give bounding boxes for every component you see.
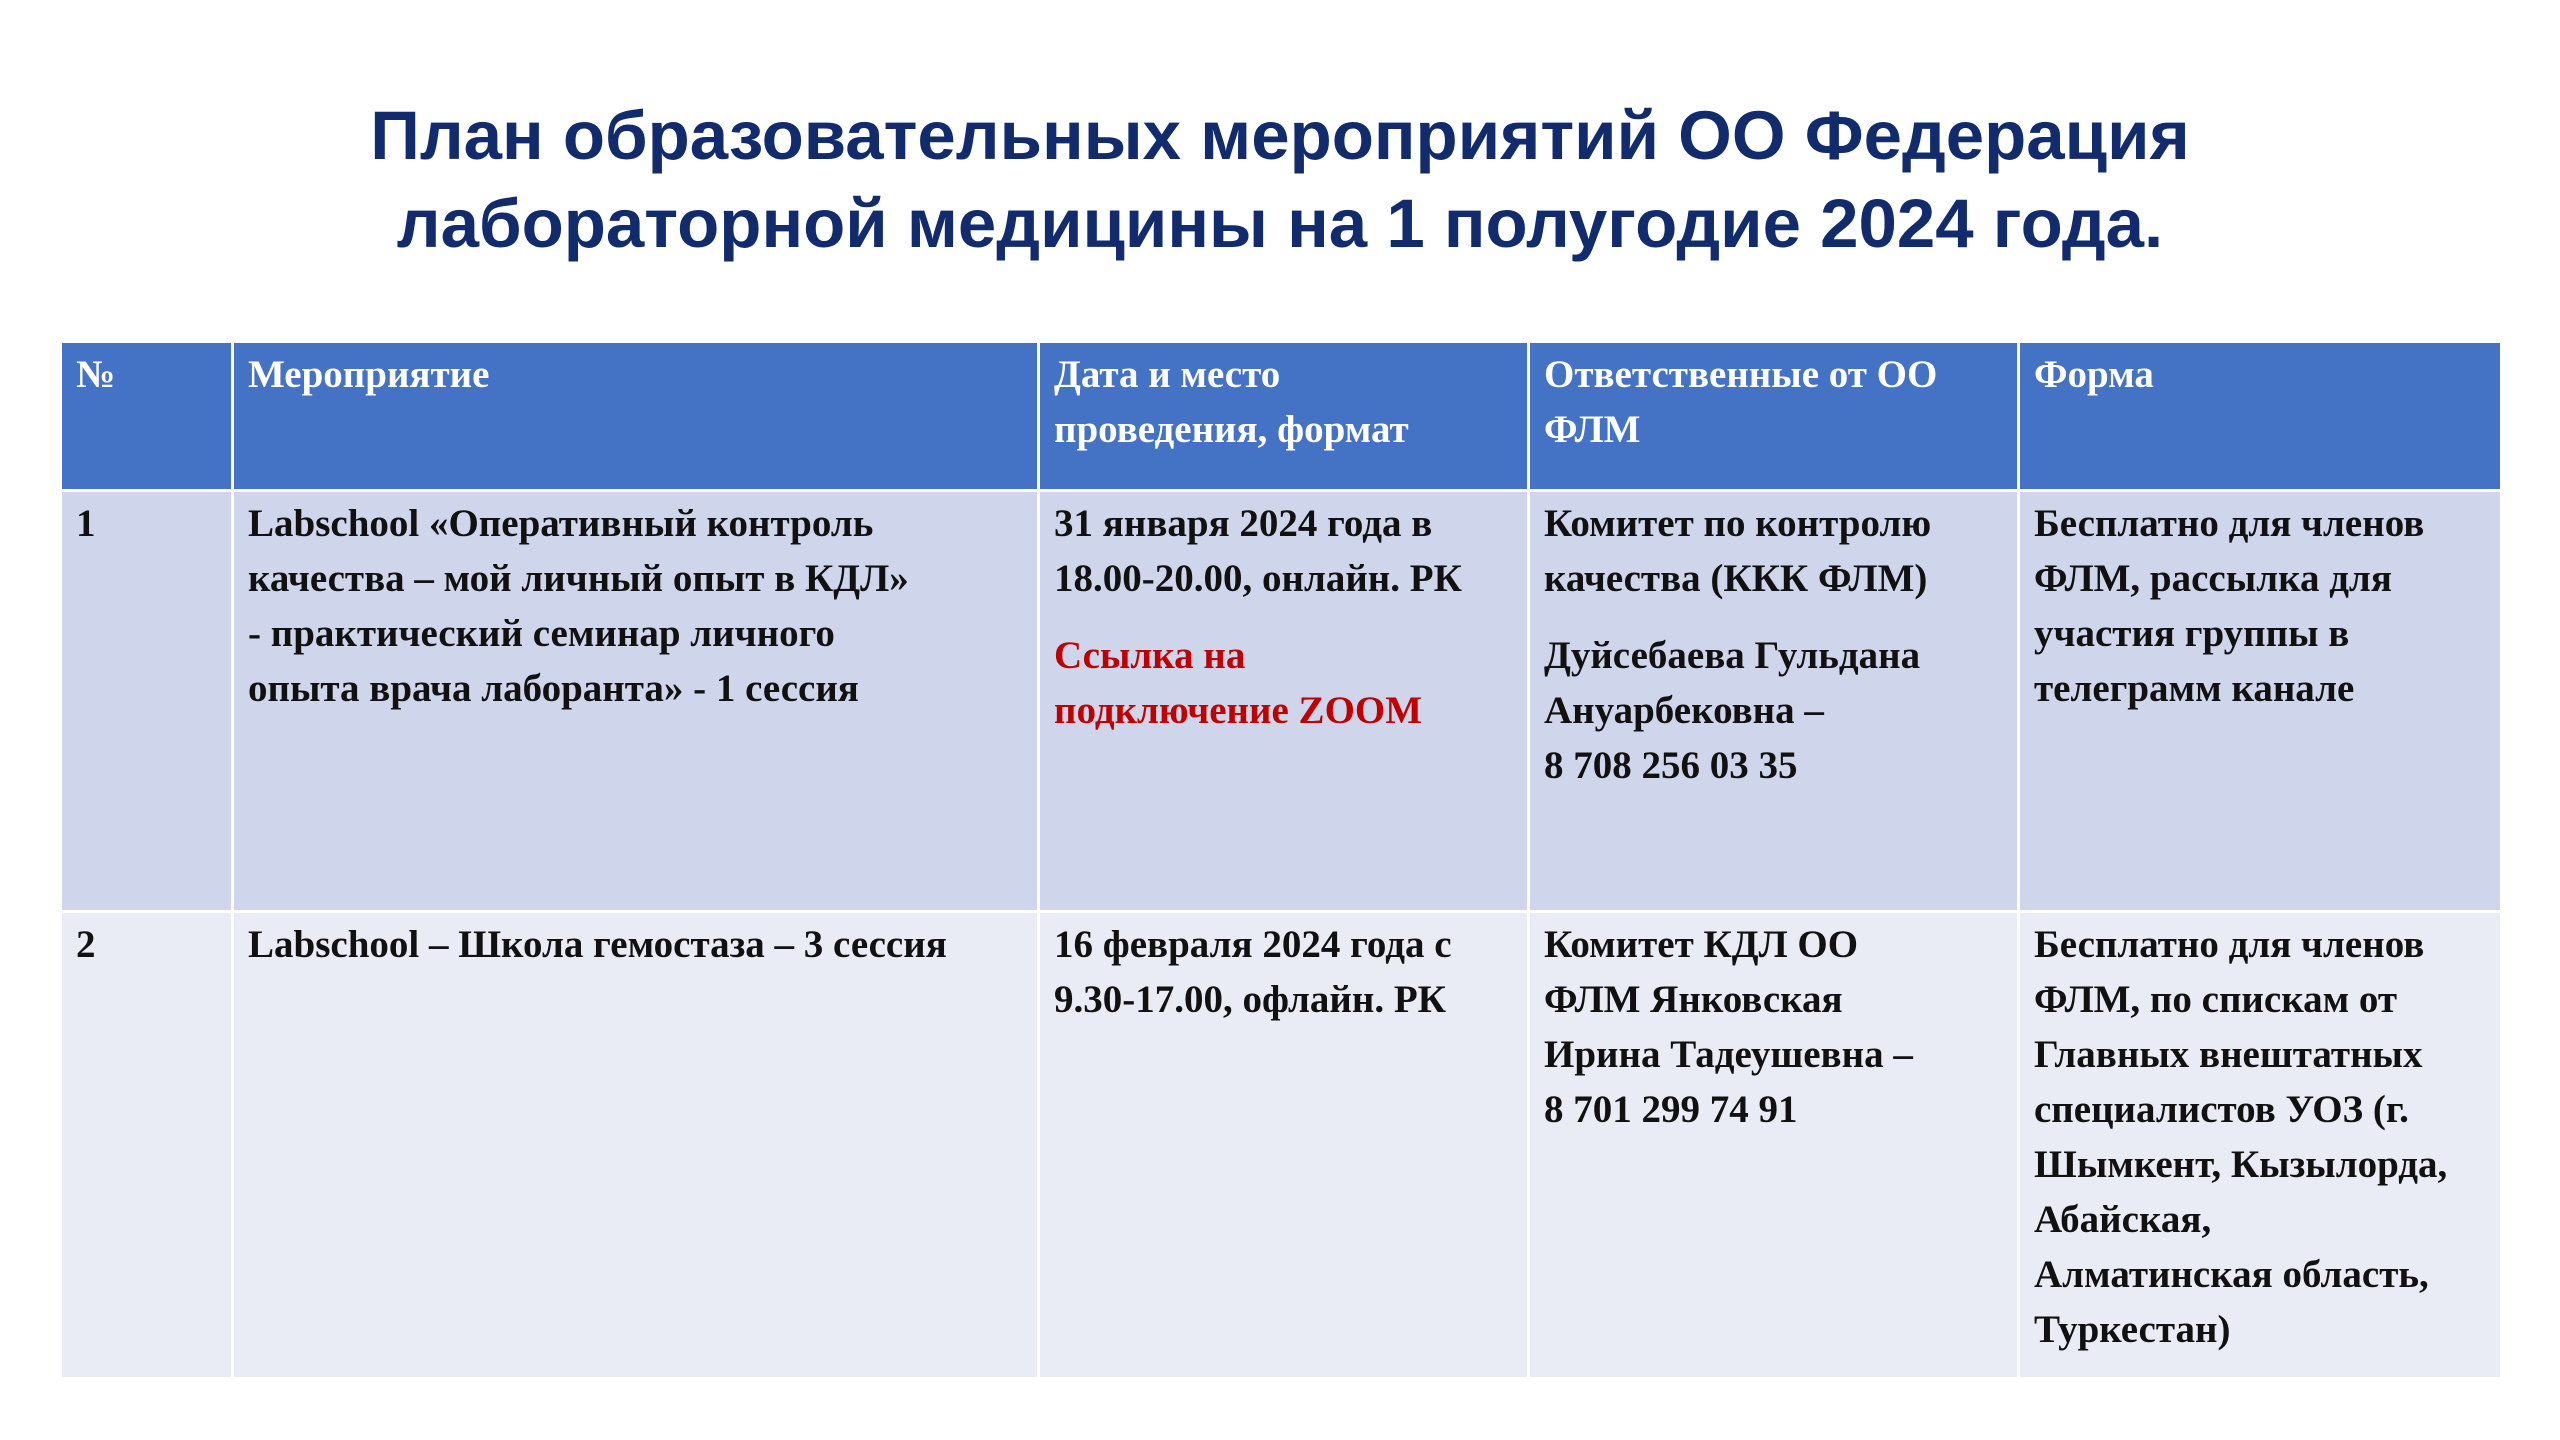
header-date: Дата и место проведения, формат xyxy=(1039,342,1529,491)
row-1-date: 31 января 2024 года в 18.00-20.00, онлайн. РК Ссылка на подключение ZOOM xyxy=(1039,491,1529,912)
row-2-event: Labschool – Школа гемостаза – 3 сессия xyxy=(233,912,1039,1379)
row-2-date: 16 февраля 2024 года с 9.30-17.00, офлайн. РК xyxy=(1039,912,1529,1379)
header-responsible: Ответственные от ОО ФЛМ xyxy=(1529,342,2019,491)
row-2-responsible: Комитет КДЛ ОО ФЛМ Янковская Ирина Тадеушевна – 8 701 299 74 91 xyxy=(1529,912,2019,1379)
row-1-responsible: Комитет по контролю качества (ККК ФЛМ) Дуйсебаева Гульдана Ануарбековна – 8 708 256 03 35 xyxy=(1529,491,2019,912)
row-2-form: Бесплатно для членов ФЛМ, по спискам от Главных внештатных специалистов УОЗ (г. Шымкент, Кызылорда, Абайская, Алматинская область, Туркестан) xyxy=(2019,912,2502,1379)
table-row xyxy=(61,912,2502,1379)
page-title xyxy=(0,92,2560,268)
row-1-num: 1 xyxy=(61,491,233,912)
table-row xyxy=(61,491,2502,912)
row-1-event: Labschool «Оперативный контроль качества – мой личный опыт в КДЛ» - практический семинар личного опыта врача лаборанта» - 1 сессия xyxy=(233,491,1039,912)
page-title-line-2: лабораторной медицины на 1 полугодие 2024 года. xyxy=(396,185,2164,262)
header-num: № xyxy=(61,342,233,491)
row-2-num: 2 xyxy=(61,912,233,1379)
responsible-person: Дуйсебаева Гульдана Ануарбековна – 8 708 256 03 35 xyxy=(1544,634,1921,787)
header-event: Мероприятие xyxy=(233,342,1039,491)
header-form: Форма xyxy=(2019,342,2502,491)
table-header-row xyxy=(61,342,2502,491)
page-title-line-1: План образовательных мероприятий ОО Федерация xyxy=(370,97,2190,174)
zoom-link[interactable]: Ссылка на подключение ZOOM xyxy=(1054,634,1423,732)
events-table xyxy=(59,340,2503,1380)
row-1-form: Бесплатно для членов ФЛМ, рассылка для участия группы в телеграмм канале xyxy=(2019,491,2502,912)
